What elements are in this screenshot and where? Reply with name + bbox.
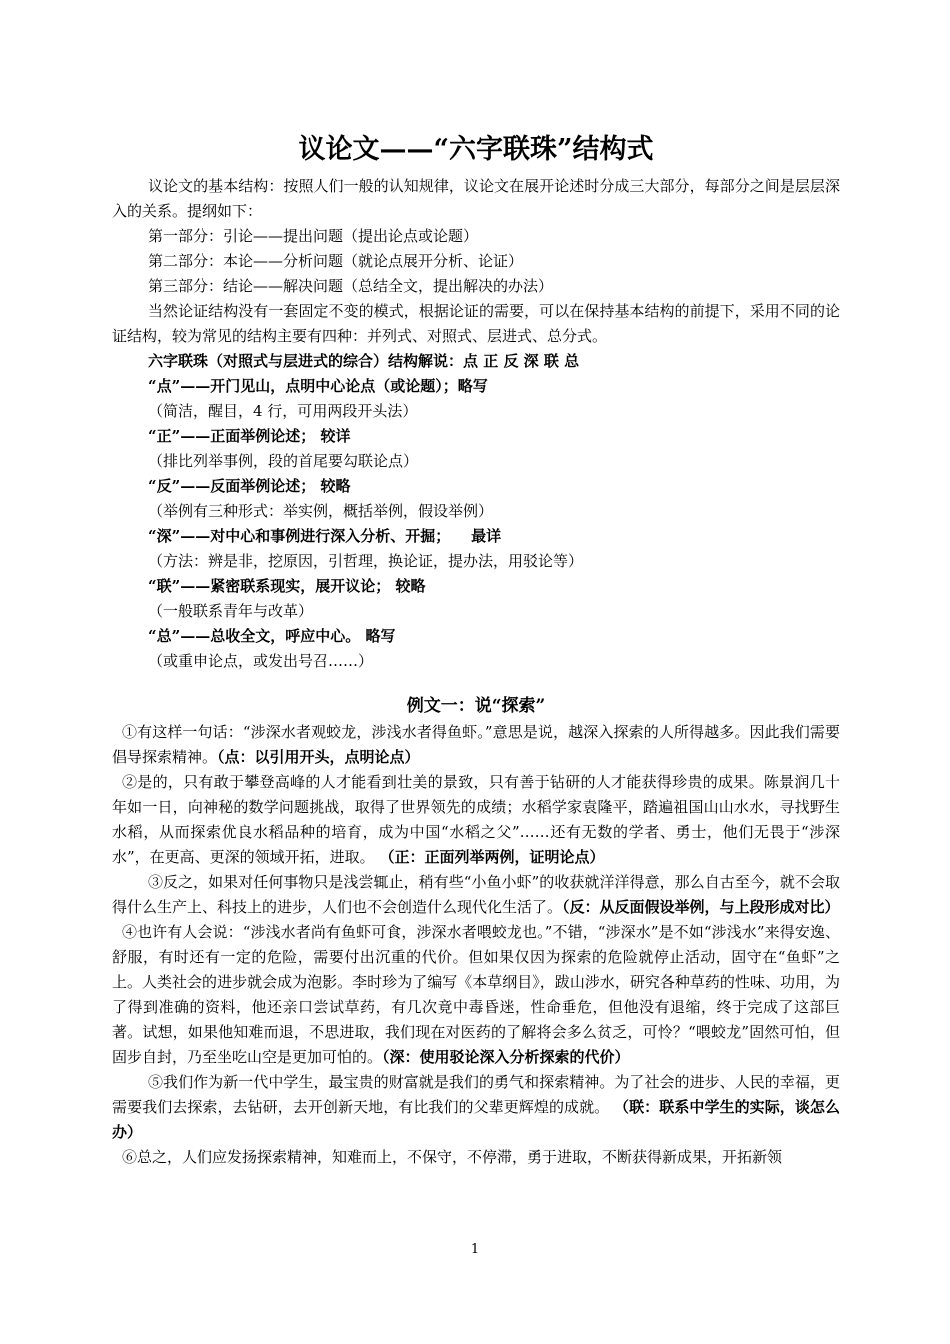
paragraph-annotation: （反：从反面假设举例，与上段形成对比） [562,898,840,916]
example-title: 例文一：说“探索” [406,696,546,716]
paragraph-annotation: （联：联系中学生的实际，谈怎么办） [112,1098,840,1141]
page-content [112,128,840,1170]
page-number: 1 [470,1242,480,1257]
item-zheng-note: （排比列举事例，段的首尾要勾联论点） [148,452,419,470]
example-paragraph-5 [112,1070,840,1145]
item-lian-note: （一般联系青年与改革） [148,602,314,620]
six-structure-heading: 六字联珠（对照式与层进式的综合）结构解说：点 正 反 深 联 总 [148,352,580,370]
item-fan-note: （举例有三种形式：举实例，概括举例，假设举例） [148,502,494,520]
item-zheng-heading: “正”——正面举例论述； 较详 [148,427,351,445]
section-spacer [112,674,840,692]
outline-part-2: 第二部分：本论——分析问题（就论点展开分析、论证） [148,252,524,270]
paragraph-annotation: （深：使用驳论深入分析探索的代价） [382,1048,630,1066]
item-dian-note: （简洁，醒目，4 行，可用两段开头法） [148,402,418,420]
item-lian-heading: “联”——紧密联系现实，展开议论； 较略 [148,577,426,595]
paragraph-text: ②是的，只有敢于攀登高峰的人才能看到壮美的景致，只有善于钻研的人才能获得珍贵的成果。陈景润几十年如一日，向神秘的数学问题挑战，取得了世界领先的成绩；水稻学家袁隆平，踏遍祖国山山水水，寻找野生水稻，从而探索优良水稻品种的培育，成为中国“水稻之父”……还有无数的学者、勇士，他们无畏于“涉深水”，在更高、更深的领域开拓，进取。 [112,773,840,866]
outline-part-3: 第三部分：结论——解决问题（总结全文，提出解决的办法） [148,277,554,295]
example-paragraph-1 [112,720,840,770]
paragraph-text: ③反之，如果对任何事物只是浅尝辄止，稍有些“小鱼小虾”的收获就洋洋得意，那么自古至今，就不会取得什么生产上、科技上的进步，人们也不会创造什么现代化生活了。 [112,873,840,916]
example-paragraph-2 [112,770,840,870]
intro-paragraph-2: 当然论证结构没有一套固定不变的模式，根据论证的需要，可以在保持基本结构的前提下，采用不同的论证结构，较为常见的结构主要有四种：并列式、对照式、层进式、总分式。 [112,302,840,345]
item-shen-heading: “深”——对中心和事例进行深入分析、开掘； 最详 [148,527,502,545]
paragraph-text: ①有这样一句话：“涉深水者观蛟龙，涉浅水者得鱼虾。”意思是说，越深入探索的人所得越多。因此我们需要倡导探索精神。 [112,723,840,766]
example-paragraph-3 [112,870,840,920]
item-zong-note: （或重申论点，或发出号召……） [148,652,374,670]
paragraph-text: ⑥总之，人们应发扬探索精神，知难而上，不保守，不停滞，勇于进取，不断获得新成果，开拓新领 [122,1148,783,1166]
paragraph-annotation: （正：正面列举两例，证明论点） [379,848,605,866]
example-paragraph-6 [112,1145,840,1170]
paragraph-text: ⑤我们作为新一代中学生，最宝贵的财富就是我们的勇气和探索精神。为了社会的进步、人民的幸福，更需要我们去探索，去钻研，去开创新天地，有比我们的父辈更辉煌的成就。 [112,1073,840,1116]
item-zong-heading: “总”——总收全文，呼应中心。 略写 [148,627,396,645]
item-dian-heading: “点”——开门见山，点明中心论点（或论题）；略写 [148,377,488,395]
item-fan-heading: “反”——反面举例论述； 较略 [148,477,351,495]
page-title: 议论文——“六字联珠”结构式 [298,134,654,165]
paragraph-text: ④也许有人会说：“涉浅水者尚有鱼虾可食，涉深水者喂蛟龙也。”不错，“涉深水”是不如“涉浅水”来得安逸、舒服，有时还有一定的危险，需要付出沉重的代价。但如果仅因为探索的危险就停止活动，固守在“鱼虾”之上。人类社会的进步就会成为泡影。李时珍为了编写《本草纲目》，跋山涉水，研究各种草药的性味、功用，为了得到准确的资料，他还亲口尝试草药，有几次竟中毒昏迷，性命垂危，但他没有退缩，终于完成了这部巨著。试想，如果他知难而退，不思进取，我们现在对医药的了解将会多么贫乏，可怜？“喂蛟龙”固然可怕，但固步自封，乃至坐吃山空是更加可怕的。 [112,923,840,1066]
paragraph-annotation: （点：以引用开头，点明论点） [217,748,420,766]
item-shen-note: （方法：辨是非，挖原因，引哲理，换论证，提办法，用驳论等） [148,552,584,570]
example-paragraph-4 [112,920,840,1070]
intro-paragraph: 议论文的基本结构：按照人们一般的认知规律，议论文在展开论述时分成三大部分，每部分之间是层层深入的关系。提纲如下： [112,177,840,220]
outline-part-1: 第一部分：引论——提出问题（提出论点或论题） [148,227,479,245]
